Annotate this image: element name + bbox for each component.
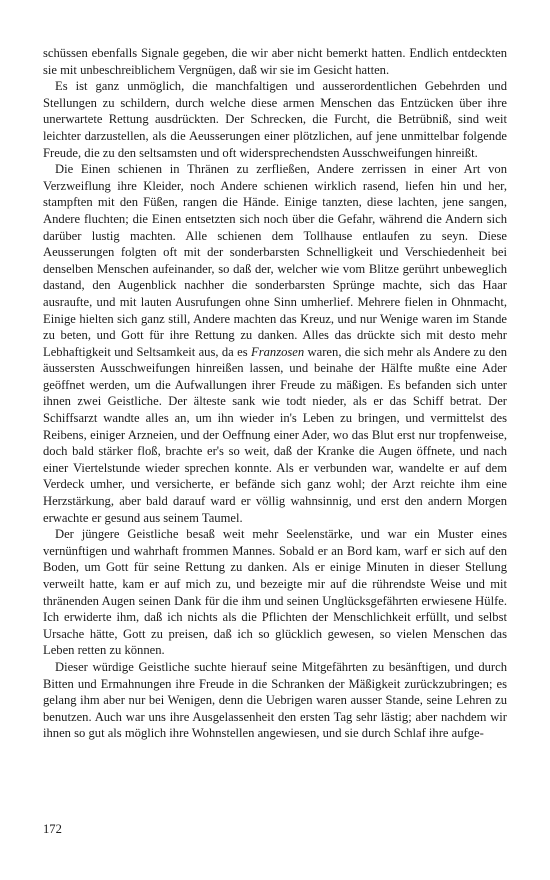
paragraph	[43, 161, 507, 526]
text-segment: Dieser würdige Geistliche suchte hierauf seine Mitgefährten zu besänftigen, und durch Bitten und Ermahnungen ihre Freude in die Schranken der Mäßigkeit zurückzubringen; es gelang ihm aber nur bei Wenigen, denn die Uebrigen waren ausser Stande, seine Lehren zu benutzen. Auch war uns ihre Ausgelassenheit den ersten Tag sehr lästig; aber nachdem wir ihnen so gut als möglich ihre Wohnstellen angewiesen, und sie durch Schlaf ihre aufge-	[43, 659, 507, 741]
emphasized-word: Franzosen	[251, 344, 305, 359]
text-segment: Die Einen schienen in Thränen zu zerfließen, Andere zerrissen in einer Art von Verzweiflung ihre Kleider, noch Andere schienen wirklich rasend, liefen hin und her, stampften mit den Füßen, rangen die Hände. Einige tanzten, diese lachten, jene sangen, Andere fluchten; die Einen entsetzten sich noch über die Gefahr, während die Andern sich darüber lustig machten. Alle schienen dem Tollhause entlaufen zu seyn. Diese Aeusserungen folgten oft mit der sonderbarsten Schnelligkeit und Verschiedenheit bei denselben Menschen aufeinander, so daß der, welcher wie vom Blitze gerührt unbeweglich dastand, den Augenblick nachher die sonderbarsten Sprünge machte, sich das Haar ausraufte, und mit lauten Ausrufungen ohne Sinn umherlief. Mehrere fielen in Ohnmacht, Einige hielten sich ganz still, Andere machten das Kreuz, und nur Wenige waren im Stande zu beten, und Gott für ihre Rettung zu danken. Alles das drückte sich mit desto mehr Lebhaftigkeit und Seltsamkeit aus, da es	[43, 162, 507, 359]
paragraph	[43, 78, 507, 161]
paragraph	[43, 659, 507, 742]
page-text	[43, 45, 507, 742]
page-number: 172	[43, 822, 62, 836]
paragraph	[43, 526, 507, 659]
paragraph	[43, 45, 507, 78]
text-segment: Es ist ganz unmöglich, die manchfaltigen und ausserordentlichen Gebehrden und Stellungen zu schildern, durch welche diese armen Menschen das Entzücken über ihre unerwartete Rettung ausdrückten. Der Schrecken, die Furcht, die Betrübniß, sind weit leichter darzustellen, als die Aeusserungen einer plötzlichen, auf jene unmittelbar folgende Freude, die zu den seltsamsten und oft widersprechendsten Ausschweifungen hinreißt.	[43, 79, 507, 160]
text-segment: schüssen ebenfalls Signale gegeben, die wir aber nicht bemerkt hatten. Endlich entdeckten sie mit unbeschreiblichem Vergnügen, daß wir sie im Gesicht hatten.	[43, 46, 507, 77]
text-segment: waren, die sich mehr als Andere zu den äussersten Ausschweifungen hinreißen lassen, und beinahe der Hälfte mußte eine Ader geöffnet werden, um die Aufwallungen ihrer Freude zu mäßigen. Es befanden sich unter ihnen zwei Geistliche. Der älteste sank wie todt nieder, als er das Schiff betrat. Der Schiffsarzt wandte alles an, um ihn wieder in's Leben zu bringen, und vermittelst des Reibens, einiger Arzneien, und der Oeffnung einer Ader, wo das Blut erst nur tropfenweise, doch bald stärker floß, brachte er's so weit, daß der Kranke die Augen öffnete, und nach einer Viertelstunde wieder sprechen konnte. Als er verbunden war, wandelte er auf dem Verdeck umher, und versicherte, er befände sich ganz wohl; der Arzt reichte ihm eine Herzstärkung, aber bald darauf ward er völlig wahnsinnig, und erst den andern Morgen erwachte er gesund aus seinem Taumel.	[43, 344, 507, 525]
text-segment: Der jüngere Geistliche besaß weit mehr Seelenstärke, und war ein Muster eines vernünftigen und wahrhaft frommen Mannes. Sobald er an Bord kam, warf er sich auf den Boden, um Gott für seine Rettung zu danken. Als er einige Minuten in dieser Stellung verweilt hatte, kam er auf mich zu, und bezeigte mir auf die rührendste Weise und mit thränenden Augen seinen Dank für die ihm und seinen Unglücksgefährten erwiesene Hülfe. Ich erwiderte ihm, daß ich nichts als die Pflichten der Menschlichkeit erfüllt, und selbst Ursache hätte, Gott zu preisen, daß ich so glücklich gewesen, so vielen Menschen das Leben retten zu können.	[43, 527, 507, 658]
